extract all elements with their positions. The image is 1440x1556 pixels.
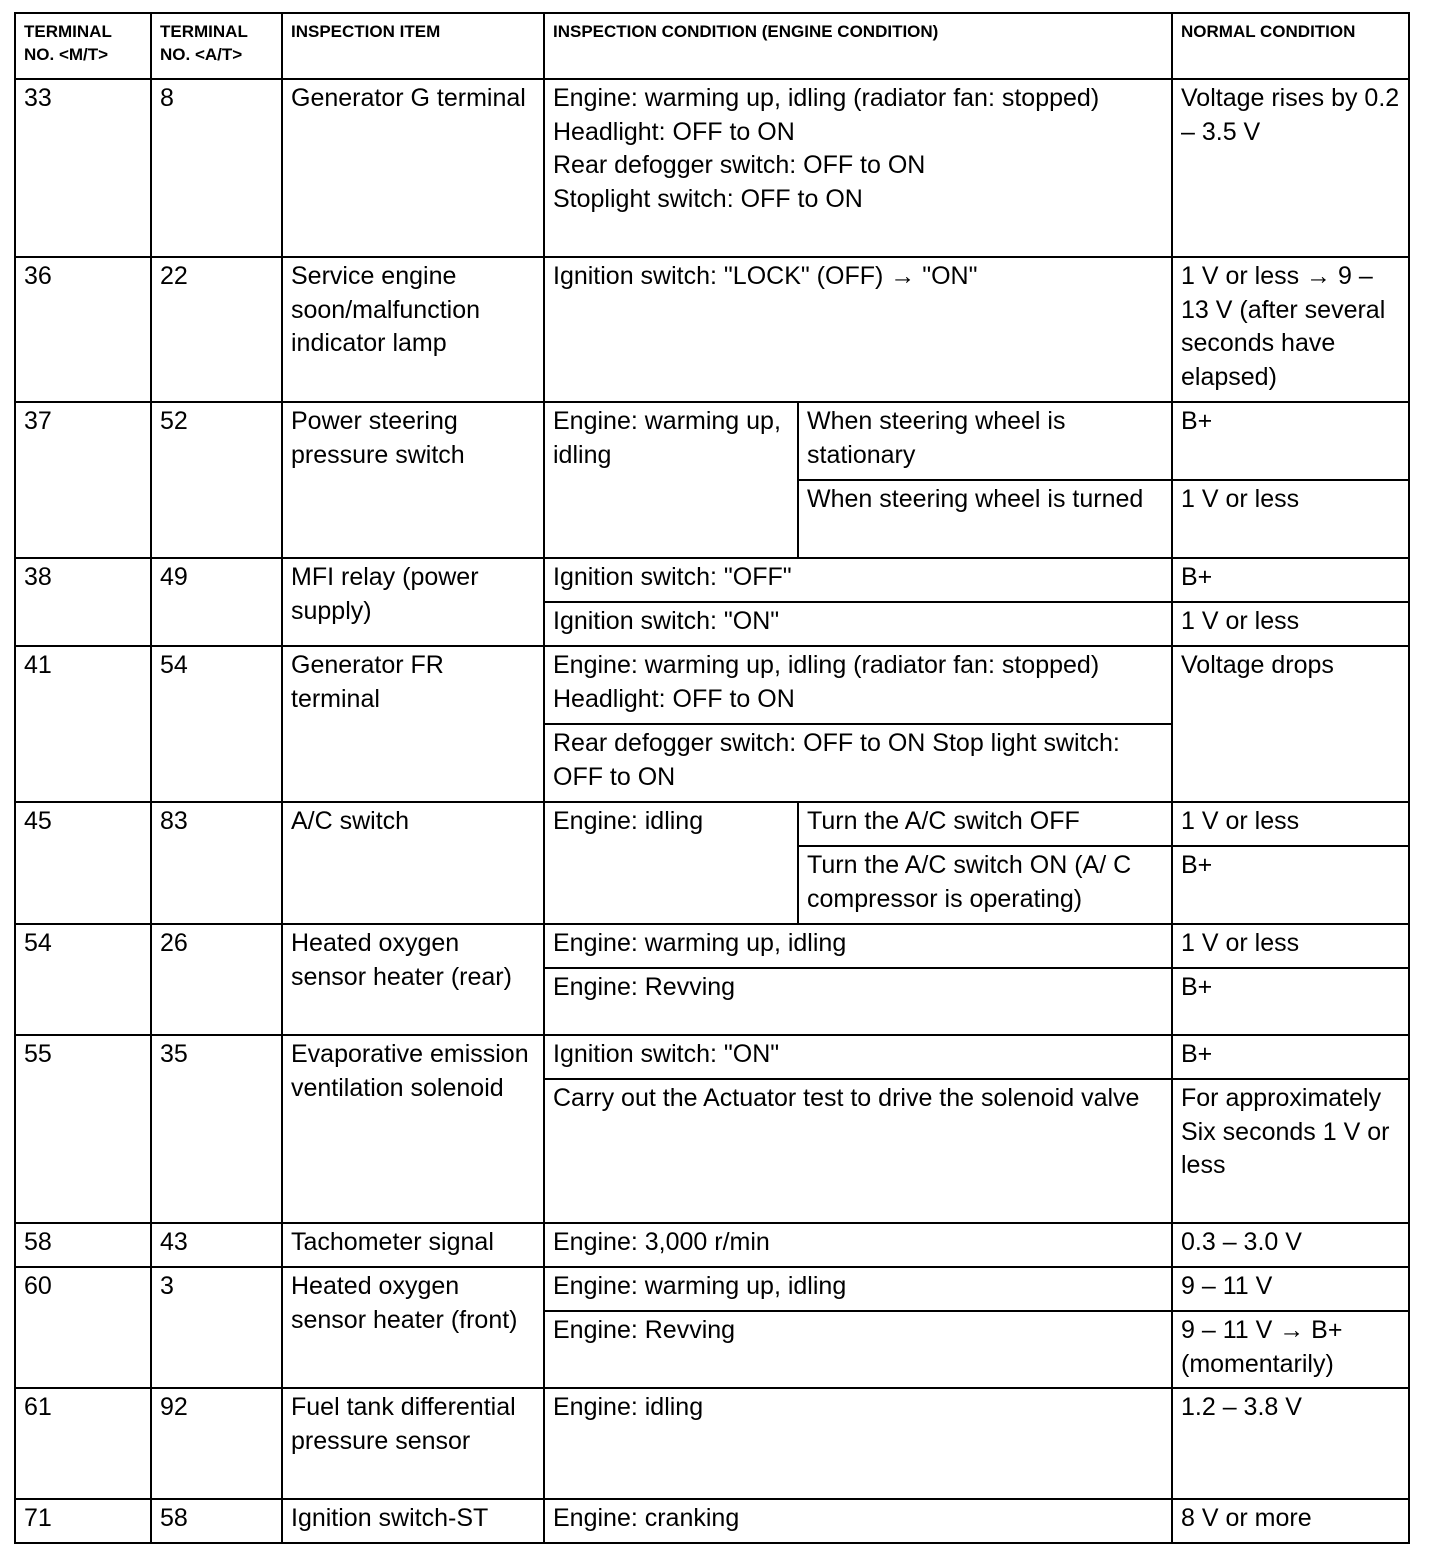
- inspection-item: Power steering pressure switch: [282, 402, 544, 558]
- condition-line: Headlight: OFF to ON: [553, 117, 795, 146]
- terminal-at: 35: [151, 1035, 282, 1223]
- normal-condition: B+: [1172, 846, 1409, 924]
- table-row: [15, 646, 1409, 724]
- normal-condition: 9 – 11 V → B+ (momentarily): [1172, 1311, 1409, 1388]
- inspection-condition: Ignition switch: "OFF": [544, 558, 1172, 602]
- inspection-item: Tachometer signal: [282, 1223, 544, 1267]
- inspection-condition: Engine: 3,000 r/min: [544, 1223, 1172, 1267]
- terminal-at: 26: [151, 924, 282, 1035]
- header-normal-condition: NORMAL CONDITION: [1172, 13, 1409, 79]
- header-inspection-item: INSPECTION ITEM: [282, 13, 544, 79]
- normal-condition: For approximately Six seconds 1 V or less: [1172, 1079, 1409, 1223]
- inspection-item: Generator G terminal: [282, 79, 544, 257]
- table-row: [15, 1499, 1409, 1543]
- inspection-condition: [544, 79, 1172, 257]
- inspection-condition: Ignition switch: "LOCK" (OFF) → "ON": [544, 257, 1172, 402]
- sub-condition: When steering wheel is stationary: [798, 402, 1172, 480]
- inspection-condition: Carry out the Actuator test to drive the solenoid valve: [544, 1079, 1172, 1223]
- terminal-at: 22: [151, 257, 282, 402]
- terminal-mt: 37: [15, 402, 151, 558]
- terminal-mt: 41: [15, 646, 151, 802]
- inspection-condition: Engine: idling: [544, 1388, 1172, 1499]
- terminal-at: 52: [151, 402, 282, 558]
- table-row: [15, 79, 1409, 257]
- table-row: [15, 1035, 1409, 1079]
- terminal-mt: 71: [15, 1499, 151, 1543]
- sub-condition: When steering wheel is turned: [798, 480, 1172, 558]
- terminal-mt: 58: [15, 1223, 151, 1267]
- inspection-condition: Engine: warming up, idling (radiator fan: stopped) Headlight: OFF to ON: [544, 646, 1172, 724]
- inspection-table: [14, 12, 1410, 1544]
- table-row: [15, 1223, 1409, 1267]
- terminal-at: 49: [151, 558, 282, 646]
- terminal-at: 58: [151, 1499, 282, 1543]
- table-row: [15, 924, 1409, 968]
- terminal-mt: 60: [15, 1267, 151, 1388]
- table-row: [15, 257, 1409, 402]
- normal-condition: 1 V or less: [1172, 924, 1409, 968]
- terminal-at: 43: [151, 1223, 282, 1267]
- normal-condition: 8 V or more: [1172, 1499, 1409, 1543]
- inspection-condition: Ignition switch: "ON": [544, 602, 1172, 646]
- inspection-item: Heated oxygen sensor heater (rear): [282, 924, 544, 1035]
- inspection-item: Generator FR terminal: [282, 646, 544, 802]
- terminal-mt: 55: [15, 1035, 151, 1223]
- normal-condition: B+: [1172, 402, 1409, 480]
- terminal-at: 54: [151, 646, 282, 802]
- normal-condition: 1 V or less: [1172, 480, 1409, 558]
- inspection-condition: Engine: idling: [544, 802, 798, 924]
- terminal-at: 92: [151, 1388, 282, 1499]
- inspection-item: Heated oxygen sensor heater (front): [282, 1267, 544, 1388]
- table-row: [15, 402, 1409, 480]
- terminal-mt: 45: [15, 802, 151, 924]
- header-terminal-at: TERMINAL NO. <A/T>: [151, 13, 282, 79]
- normal-condition: 9 – 11 V: [1172, 1267, 1409, 1311]
- terminal-at: 3: [151, 1267, 282, 1388]
- normal-condition: B+: [1172, 1035, 1409, 1079]
- terminal-mt: 61: [15, 1388, 151, 1499]
- table-row: [15, 1388, 1409, 1499]
- sub-condition: Turn the A/C switch ON (A/ C compressor is operating): [798, 846, 1172, 924]
- inspection-item: Fuel tank differential pressure sensor: [282, 1388, 544, 1499]
- inspection-item: A/C switch: [282, 802, 544, 924]
- table-row: [15, 802, 1409, 846]
- inspection-condition: Engine: warming up, idling: [544, 924, 1172, 968]
- condition-line: Rear defogger switch: OFF to ON: [553, 151, 926, 179]
- condition-line: Engine: warming up, idling (radiator fan: stopped): [553, 84, 1100, 112]
- terminal-mt: 36: [15, 257, 151, 402]
- terminal-mt: 33: [15, 79, 151, 257]
- inspection-condition: Engine: cranking: [544, 1499, 1172, 1543]
- normal-condition: Voltage rises by 0.2 – 3.5 V: [1172, 79, 1409, 257]
- normal-condition: B+: [1172, 968, 1409, 1035]
- inspection-condition: Engine: Revving: [544, 1311, 1172, 1388]
- header-inspection-condition: INSPECTION CONDITION (ENGINE CONDITION): [544, 13, 1172, 79]
- inspection-item: Evaporative emission ventilation solenoid: [282, 1035, 544, 1223]
- normal-condition: 0.3 – 3.0 V: [1172, 1223, 1409, 1267]
- normal-condition: 1.2 – 3.8 V: [1172, 1388, 1409, 1499]
- inspection-condition: Engine: warming up, idling: [544, 402, 798, 558]
- inspection-condition: Rear defogger switch: OFF to ON Stop light switch: OFF to ON: [544, 724, 1172, 802]
- inspection-item: Ignition switch-ST: [282, 1499, 544, 1543]
- inspection-condition: Ignition switch: "ON": [544, 1035, 1172, 1079]
- inspection-item: MFI relay (power supply): [282, 558, 544, 646]
- condition-line: Stoplight switch: OFF to ON: [553, 184, 863, 213]
- normal-condition: 1 V or less: [1172, 602, 1409, 646]
- terminal-mt: 54: [15, 924, 151, 1035]
- normal-condition: 1 V or less: [1172, 802, 1409, 846]
- header-row: [15, 13, 1409, 79]
- table-row: [15, 1267, 1409, 1311]
- table-row: [15, 558, 1409, 602]
- header-terminal-mt: TERMINAL NO. <M/T>: [15, 13, 151, 79]
- sub-condition: Turn the A/C switch OFF: [798, 802, 1172, 846]
- inspection-item: Service engine soon/malfunction indicator lamp: [282, 257, 544, 402]
- normal-condition: Voltage drops: [1172, 646, 1409, 802]
- normal-condition: 1 V or less → 9 – 13 V (after several seconds have elapsed): [1172, 257, 1409, 402]
- terminal-at: 83: [151, 802, 282, 924]
- inspection-condition: Engine: Revving: [544, 968, 1172, 1035]
- inspection-condition: Engine: warming up, idling: [544, 1267, 1172, 1311]
- normal-condition: B+: [1172, 558, 1409, 602]
- terminal-at: 8: [151, 79, 282, 257]
- terminal-mt: 38: [15, 558, 151, 646]
